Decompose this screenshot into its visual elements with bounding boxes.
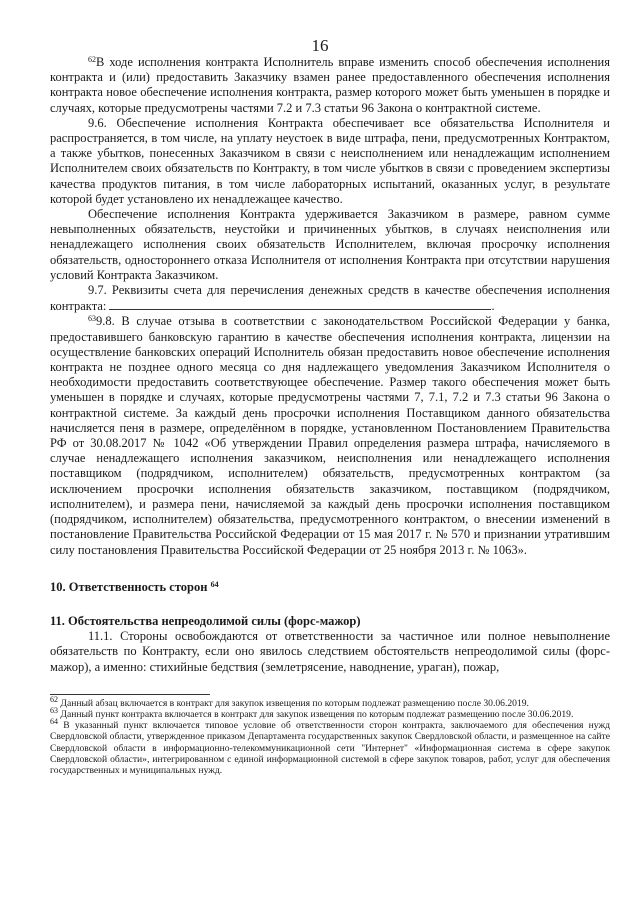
paragraph-change-guarantee: $^{62}$В ходе исполнения контракта Исполнитель вправе изменить способ обеспечения исполнения контракта и (или) предоставить Заказчику взамен ранее предоставленного обеспечения исполнения контракта новое обеспечение исполнения контракта, размер которого может быть уменьшен в порядке и случаях, которые предусмотрены частями 7.2 и 7.3 статьи 96 Закона о контрактной системе. <box>50 55 610 115</box>
paragraph-9-8: $^{63}$9.8. В случае отзыва в соответствии с законодательством Российской Федерации у банка, предоставившего банковскую гарантию в качестве обеспечения исполнения контракта, лицензии на осуществление банковских операций Исполнитель обязан предоставить новое обеспечение исполнения контракта не позднее одного месяца со дня надлежащего уведомления Заказчиком Исполнителя о необходимости предоставить соответствующее обеспечение. Размер такого обеспечения может быть уменьшен в порядке и случаях, которые предусмотрены частями 7, 7.1, 7.2 и 7.3 статьи 96 Закона о контрактной системе. За каждый день просрочки исполнения Поставщиком данного обязательства начисляется пеня в размере, определённом в порядке, установленном Постановлением Правительства РФ от 30.08.2017 № 1042 «Об утверждении Правил определения размера штрафа, начисляемого в случае ненадлежащего исполнения заказчиком, неисполнения или ненадлежащего исполнения поставщиком (подрядчиком, исполнителем) обязательств, предусмотренных контрактом (за исключением просрочки исполнения обязательств заказчиком, поставщиком (подрядчиком, исполнителем), и размера пени, начисляемой за каждый день просрочки исполнения поставщиком (подрядчиком, исполнителем) обязательства, предусмотренного контрактом, о внесении изменений в постановление Правительства Российской Федерации от 15 мая 2017 г. № 570 и признании утратившим силу постановления Правительства Российской Федерации от 25 ноября 2013 г. № 1063». <box>50 314 610 557</box>
footnote-separator <box>50 694 210 695</box>
paragraph-9-7: 9.7. Реквизиты счета для перечисления денежных средств в качестве обеспечения исполнения контракта: . <box>50 283 610 314</box>
section-11-heading: 11. Обстоятельства непреодолимой силы (форс-мажор) <box>50 613 361 628</box>
account-details-blank <box>109 298 491 310</box>
document-body <box>50 55 610 776</box>
paragraph-11-1: 11.1. Стороны освобождаются от ответственности за частичное или полное невыполнение обязательств по Контракту, если оно явилось следствием обстоятельств непреодолимой силы (форс-мажор), а именно: стихийные бедствия (землетрясение, наводнение, ураган), пожар, <box>50 629 610 674</box>
paragraph-9-6: 9.6. Обеспечение исполнения Контракта обеспечивает все обязательства Исполнителя и распространяется, в том числе, на уплату неустоек в виде штрафа, пени, предусмотренных Контрактом, а также убытков, понесенных Заказчиком в связи с неисполнением или ненадлежащим исполнением Исполнителем своих обязательств по Контракту, в том числе убытков в связи с проведением экспертизы качества продуктов питания, в том числе лабораторных испытаний, оказанных услуг, в результате которой будет установлено их ненадлежащее качество. <box>50 115 610 206</box>
footnote-64: $^{64}$ В указанный пункт включается типовое условие об ответственности сторон контракта, заключаемого для обеспечения нужд Свердловской области, утвержденное приказом Департамента государственных закупок Свердловской области, и размещенное на сайте Свердловской области в информационно-телекоммуникационной сети "Интернет" «Информационная система в сфере закупок Свердловской области», интегрированном с единой информационной системой в сфере закупок товаров, работ, услуг для обеспечения государственных и муниципальных нужд. <box>50 717 610 776</box>
footnote-ref-64: 64 <box>210 579 219 589</box>
section-10-heading: 10. Ответственность сторон $^{64}$ <box>50 579 219 594</box>
footnote-63: $^{63}$ Данный пункт контракта включается в контракт для закупок извещения по которым подлежат размещению после 30.06.2019. <box>50 705 574 720</box>
footnote-62: $^{62}$ Данный абзац включается в контракт для закупок извещения по которым подлежат размещению после 30.06.2019. <box>50 694 529 709</box>
paragraph-guarantee-withheld: Обеспечение исполнения Контракта удерживается Заказчиком в размере, равном сумме невыполненных обязательств, неустойки и причиненных убытков, в случаях неисполнения или ненадлежащего исполнения своих обязательств Исполнителем, включая просрочку исполнения обязательств, одностороннего отказа Исполнителя от исполнения Контракта при отсутствии нарушения условий Контракта Заказчиком. <box>50 207 610 282</box>
footnote-ref-63: 63 <box>88 314 96 324</box>
page-number: 16 <box>311 36 329 55</box>
footnote-ref-62: 62 <box>88 55 96 64</box>
